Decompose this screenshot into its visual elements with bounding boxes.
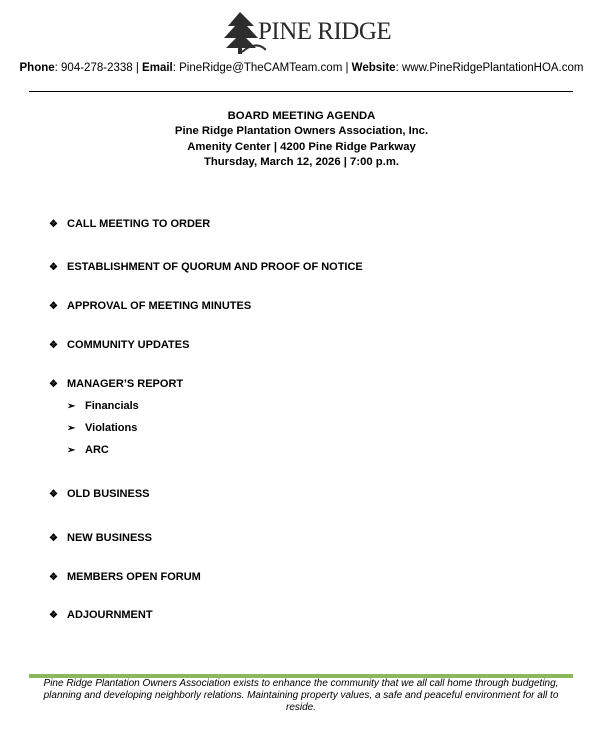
agenda-item: ❖ MEMBERS OPEN FORUM bbox=[49, 571, 201, 583]
website-label: Website bbox=[351, 62, 396, 74]
header-divider bbox=[29, 91, 573, 92]
website-link[interactable]: www.PineRidgePlantationHOA.com bbox=[401, 62, 584, 74]
logo-text: PINE RIDGE bbox=[258, 18, 392, 45]
phone-number: 904-278-2338 bbox=[61, 62, 133, 74]
agenda-item: ❖ NEW BUSINESS bbox=[49, 532, 152, 544]
contact-line: Phone: 904-278-2338 | Email: PineRidge@TheCAMTeam.com | Website: www.PineRidgePlantationHOA.com bbox=[19, 62, 584, 74]
sub-item: ➢ Violations bbox=[67, 422, 138, 434]
agenda-title: BOARD MEETING AGENDA bbox=[227, 110, 376, 122]
diamond-bullet-icon: ❖ bbox=[49, 219, 58, 230]
agenda-item: ❖ ESTABLISHMENT OF QUORUM AND PROOF OF NOTICE bbox=[49, 261, 363, 273]
sub-item: ➢ ARC bbox=[67, 444, 109, 456]
meeting-datetime: Thursday, March 12, 2026 | 7:00 p.m. bbox=[203, 156, 400, 169]
agenda-item: ❖ MANAGER’S REPORT bbox=[49, 378, 184, 390]
diamond-bullet-icon: ❖ bbox=[49, 533, 58, 544]
organization-name: Pine Ridge Plantation Owners Association, Inc. bbox=[174, 125, 429, 138]
agenda-heading bbox=[0, 109, 603, 171]
diamond-bullet-icon: ❖ bbox=[49, 489, 58, 500]
email-label: Email bbox=[142, 62, 173, 74]
diamond-bullet-icon: ❖ bbox=[49, 262, 58, 273]
email-address[interactable]: PineRidge@TheCAMTeam.com bbox=[179, 62, 343, 74]
agenda-item: ❖ OLD BUSINESS bbox=[49, 488, 150, 500]
agenda-item: ❖ COMMUNITY UPDATES bbox=[49, 339, 190, 351]
arrow-bullet-icon: ➢ bbox=[67, 445, 76, 456]
phone-label: Phone bbox=[19, 62, 55, 74]
diamond-bullet-icon: ❖ bbox=[49, 379, 58, 390]
diamond-bullet-icon: ❖ bbox=[49, 610, 58, 621]
diamond-bullet-icon: ❖ bbox=[49, 572, 58, 583]
diamond-bullet-icon: ❖ bbox=[49, 301, 58, 312]
arrow-bullet-icon: ➢ bbox=[67, 401, 76, 412]
arrow-bullet-icon: ➢ bbox=[67, 423, 76, 434]
logo bbox=[222, 10, 392, 54]
agenda-item: ❖ ADJOURNMENT bbox=[49, 609, 153, 621]
agenda-item: ❖ CALL MEETING TO ORDER bbox=[49, 218, 211, 230]
agenda-item: ❖ APPROVAL OF MEETING MINUTES bbox=[49, 300, 252, 312]
sub-item: ➢ Financials bbox=[67, 400, 139, 412]
diamond-bullet-icon: ❖ bbox=[49, 340, 58, 351]
mission-statement: Pine Ridge Plantation Owners Association exists to enhance the community that we all call home through budgeting, planning and developing neighborly relations. Maintaining property values, a safe and peaceful environment for all to reside. bbox=[43, 678, 559, 713]
meeting-location: Amenity Center | 4200 Pine Ridge Parkway bbox=[187, 140, 416, 153]
